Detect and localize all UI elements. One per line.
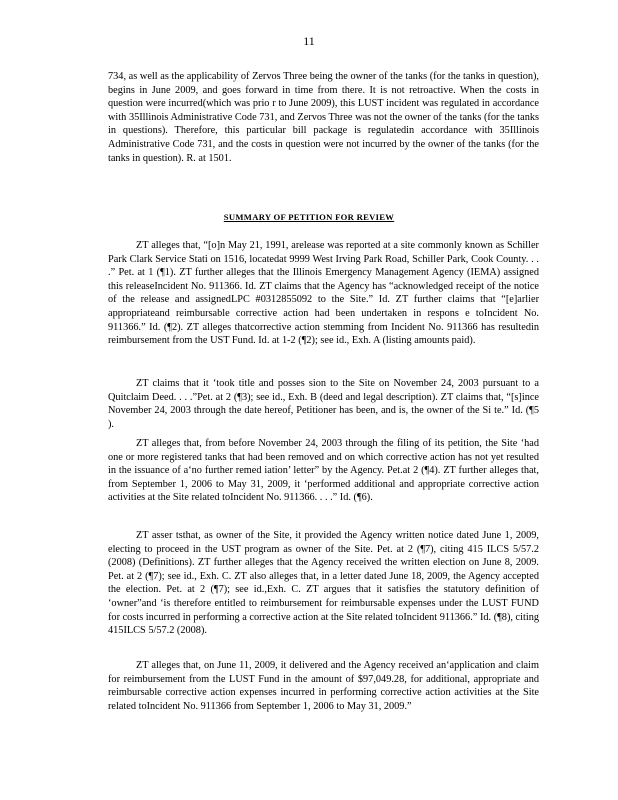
paragraph-1	[108, 239, 539, 348]
page-number: 11	[303, 34, 315, 48]
paragraph-4-text: ZT asser tsthat, as owner of the Site, it provided the Agency written notice dated June 1, 2009, electing to proceed in the UST program as owner of the Site. Pet. at 2 (¶7), citing 415 ILCS 5/57.2 (2008) (Definitions). ZT further alleges that the Agency received the written election on June 8, 2009. Pet. at 2 (¶7); see id., Exh. C. ZT also alleges that, in a letter dated June 18, 2009, the Agency accepted the election. Pet. at 2 (¶7); see id.,Exh. C. ZT argues that it satisfies the statutory definition of ‘owner”and ‘is therefore entitled to reimbursement for reimbursable expenses under the LUST FUND for costs incurred in performing a corrective action at the Site related toIncident 911366.” Id. (¶8), citing 415ILCS 5/57.2 (2008).	[108, 530, 539, 637]
paragraph-2-text: ZT claims that it ‘took title and posses sion to the Site on November 24, 2003 pursuant to a Quitclaim Deed. . . .”Pet. at 2 (¶3); see id., Exh. B (deed and legal description). ZT claims that, “[s]ince November 24, 2003 through the date hereof, Petitioner has been, and is, the owner of the Si te.” Id. (¶5 ).	[108, 378, 539, 430]
paragraph-1-text: ZT alleges that, “[o]n May 21, 1991, arelease was reported at a site commonly known as Schiller Park Clark Service Stati on 1516, locatedat 9999 West Irving Park Road, Schiller Park, Cook County. . . .” Pet. at 1 (¶1). ZT further alleges that the Illinois Emergency Management Agency (IEMA) assigned this releaseIncident No. 911366. Id. ZT claims that the Agency has “acknowledged receipt of the notice of the release and assignedLPC #0312855092 to the Site.” Id. ZT further claims that “[e]arlier appropriateand reimbursable corrective action had been undertaken in respons e toIncident No. 911366.” Id. (¶2). ZT alleges thatcorrective action stemming from Incident No. 911366 has resultedin reimbursement from the UST Fund. Id. at 1-2 (¶2); see id., Exh. A (listing amounts paid).	[108, 240, 539, 347]
paragraph-5	[108, 659, 539, 713]
intro-paragraph	[108, 70, 539, 165]
section-heading-text: SUMMARY OF PETITION FOR REVIEW	[223, 212, 395, 222]
paragraph-3	[108, 437, 539, 505]
paragraph-2	[108, 377, 539, 431]
section-heading	[0, 212, 618, 222]
paragraph-3-text: ZT alleges that, from before November 24, 2003 through the filing of its petition, the Site ‘had one or more registered tanks that had been removed and on which corrective action has not yet resulted in the issuance of a‘no further remed iation’ letter” by the Agency. Pet.at 2 (¶4). ZT further alleges that, from September 1, 2006 to May 31, 2009, it ‘performed additional and appropriate corrective action activities at the Site related toIncident No. 911366. . . .” Id. (¶6).	[108, 438, 539, 504]
paragraph-5-text: ZT alleges that, on June 11, 2009, it delivered and the Agency received an‘application and claim for reimbursement from the LUST Fund in the amount of $97,049.28, for additional, appropriate and reimbursable corrective action expenses incurred in performing corrective action activities at the Site related toIncident No. 911366 from September 1, 2006 to May 31, 2009.”	[108, 660, 539, 712]
paragraph-4	[108, 529, 539, 638]
intro-paragraph-text: 734, as well as the applicability of Zervos Three being the owner of the tanks (for the tanks in question), begins in June 2009, and goes forward in time from there. It is not retroactive. When the costs in question were incurred(which was prio r to June 2009), this LUST incident was regulated in accordance with 35Illinois Administrative Code 731, and Zervos Three was not the owner of the tanks (for the tanks in questions). Therefore, this particular bill package is regulatedin accordance with 35Illinois Administrative Code 731, and the costs in question were not incurred by the owner of the tanks (for the tanks in question). R. at 1501.	[108, 71, 539, 164]
